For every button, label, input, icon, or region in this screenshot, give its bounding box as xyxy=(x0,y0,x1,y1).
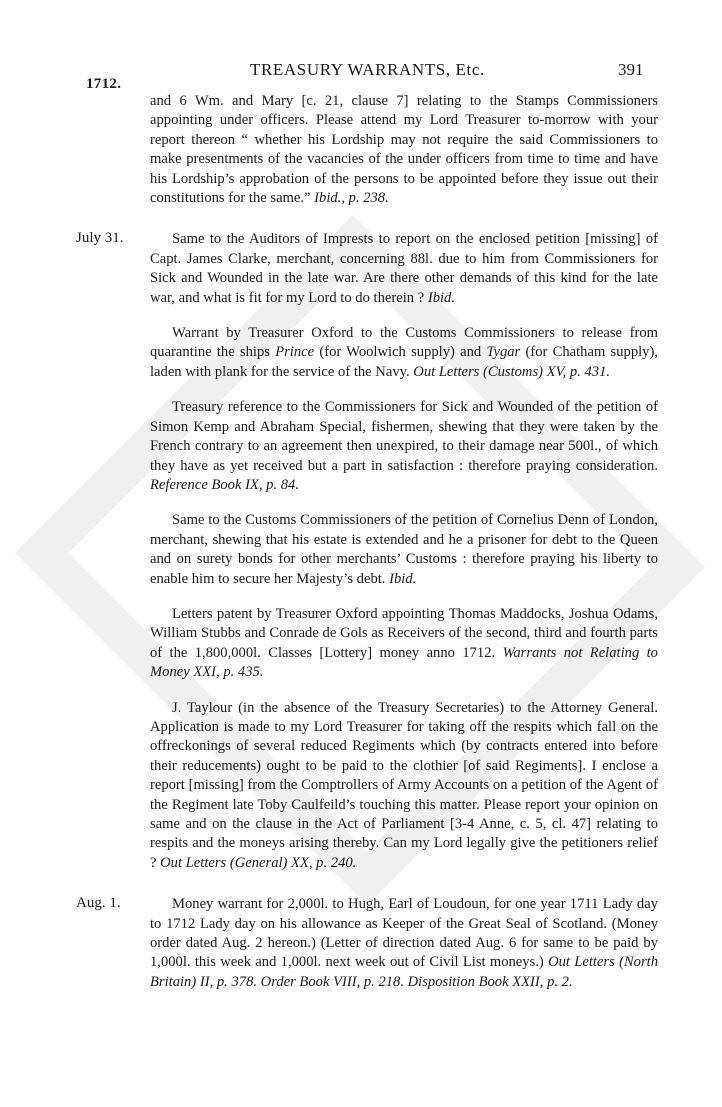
entry-text xyxy=(150,92,658,208)
entry-body: Treasury reference to the Commissioners for Sick and Wounded of the petition of Simon Kemp and Abraham Special, fishermen, shewing that they were taken by the French contrary to an agreement then unexpired, to their damage near 500l., of which they have as yet received but a part in satisfaction : therefore praying consideration. xyxy=(150,399,658,474)
entry-body: (for Chatham supply), laden with plank for the service of the Navy. xyxy=(150,344,658,380)
entry-item xyxy=(0,92,722,208)
entry-body: Same to the Customs Commissioners of the petition of Cornelius Denn of London, merchant, shewing that his estate is extended and he a prisoner for debt to the Queen and on surety bonds for other merchants’ Customs : therefore praying his liberty to enable him to secure her Majesty’s debt. xyxy=(150,512,658,587)
entry-text xyxy=(150,324,658,382)
ship-name: Tygar xyxy=(486,344,521,361)
entry-item xyxy=(0,511,722,589)
entry-body: J. Taylour (in the absence of the Treasury Secretaries) to the Attorney General. Application is made to my Lord Treasurer for taking off the respits which fall on the offreckonings of several reduced Regiments which (by contracts entered into before their reducements) ought to be paid to the clothier [of said Regiments]. I enclose a report [missing] from the Comptrollers of Army Accounts on a petition of the Agent of the Regiment late Toby Caulfeild’s touching this matter. Please report your opinion on same and on the clause in the Act of Parliament [3-4 Anne, c. 5, cl. 47] relating to respits and the moneys arising thereby. Can my Lord legally give the petitioners relief ? xyxy=(150,699,658,871)
ship-name: Prince xyxy=(275,344,315,361)
entry-item xyxy=(0,398,722,495)
entry-text xyxy=(150,511,658,589)
entry-text xyxy=(150,895,658,992)
entry-reference: Ibid. xyxy=(427,289,456,306)
entry-reference: Out Letters (North Britain) II, p. 378. Order Book VIII, p. 218. Disposition Book XXII, p. 2. xyxy=(150,954,658,990)
entry-item xyxy=(0,230,722,308)
entry-body: Same to the Auditors of Imprests to report on the enclosed petition [missing] of Capt. James Clarke, merchant, concerning 88l. due to him from Commissioners for Sick and Wounded in the late war. Are there other demands of this kind for the late war, and what is fit for my Lord to do therein ? xyxy=(150,231,658,306)
entry-item xyxy=(0,324,722,382)
entries-list xyxy=(0,92,722,1008)
entry-body: Money warrant for 2,000l. to Hugh, Earl of Loudoun, for one year 1711 Lady day to 1712 Lady day on his allowance as Keeper of the Great Seal of Scotland. (Money order dated Aug. 2 hereon.) (Letter of direction dated Aug. 6 for same to be paid by 1,000l. this week and 1,000l. next week out of Civil List moneys.) xyxy=(150,896,658,971)
entry-reference: Ibid., p. 238. xyxy=(314,190,389,207)
entry-body: Letters patent by Treasurer Oxford appointing Thomas Maddocks, Joshua Odams, William Stubbs and Conrade de Gols as Receivers of the second, third and fourth parts of the 1,800,000l. Classes [Lottery] money anno 1712. xyxy=(150,605,658,661)
entry-text xyxy=(150,699,658,874)
entry-body: Warrant by Treasurer Oxford to the Customs Commissioners to release from quarantine the ships xyxy=(150,325,658,361)
running-head: TREASURY WARRANTS, Etc. xyxy=(250,60,485,79)
entry-reference: Out Letters (Customs) XV, p. 431. xyxy=(413,363,611,380)
entry-reference: Reference Book IX, p. 84. xyxy=(150,476,299,493)
entry-date: July 31. xyxy=(76,230,124,247)
entry-text xyxy=(150,605,658,683)
entry-reference: Ibid. xyxy=(389,570,417,587)
entry-item xyxy=(0,605,722,683)
entry-text xyxy=(150,230,658,308)
entry-item xyxy=(0,699,722,874)
entry-text xyxy=(150,398,658,495)
year-label: 1712. xyxy=(86,76,122,92)
entry-body: and 6 Wm. and Mary [c. 21, clause 7] relating to the Stamps Commissioners appointing under officers. Please attend my Lord Treasurer to-morrow with your report thereon “ whether his Lordship may not require the said Commissioners to make presentments of the vacancies of the under officers from time to time and have his Lordship’s approbation of the persons to be appointed before they issue out their constitutions for the same.” xyxy=(150,93,658,207)
page-number: 391 xyxy=(618,60,644,79)
entry-date: Aug. 1. xyxy=(76,895,121,912)
entry-item xyxy=(0,895,722,992)
entry-reference: Out Letters (General) XX, p. 240. xyxy=(160,854,357,871)
entry-body: (for Woolwich supply) and xyxy=(314,344,487,361)
entry-reference: Warrants not Relating to Money XXI, p. 435. xyxy=(150,644,658,681)
